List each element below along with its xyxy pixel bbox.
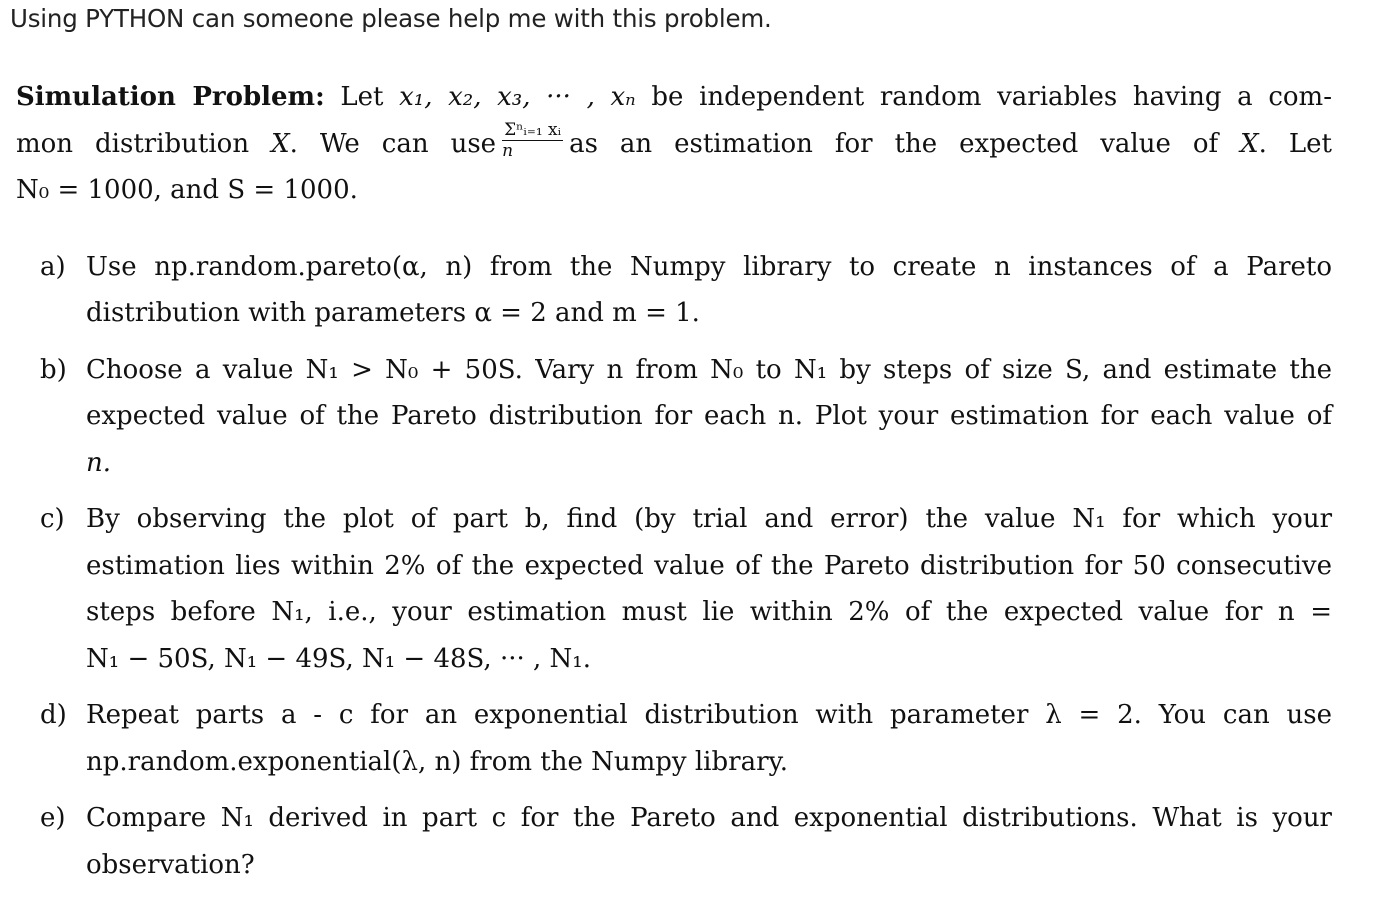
part-line: N₁ − 50S, N₁ − 49S, N₁ − 48S, ··· , N₁. (86, 643, 591, 674)
part-line: distribution with parameters α = 2 and m = 1. (86, 298, 700, 328)
part-line: expected value of the Pareto distribution for each n. Plot your estimation for each value of (86, 401, 1332, 431)
fraction-numerator: Σⁿᵢ₌₁ xᵢ (504, 120, 562, 140)
part-label: d) (40, 700, 67, 730)
intro-line-1 (16, 74, 1332, 121)
intro-text: . Let (1258, 128, 1332, 159)
intro-variables: x₁, x₂, x₃, ··· , xₙ (399, 82, 636, 112)
part-label: e) (40, 803, 66, 833)
fraction-denominator: n (502, 141, 514, 161)
variable-x: X (1240, 128, 1259, 159)
part-line: Use np.random.pareto(α, n) from the Numpy library to create n instances of a Pareto (86, 251, 1332, 282)
intro-text: Let (340, 82, 400, 112)
mean-fraction (502, 121, 563, 160)
problem-title: Simulation Problem: (16, 82, 325, 112)
intro-text: mon distribution (16, 128, 272, 159)
part-label: b) (40, 354, 67, 385)
part-label: c) (40, 504, 65, 534)
intro-text: . We can use (289, 128, 497, 159)
part-c (16, 496, 1332, 682)
part-a (16, 244, 1332, 337)
part-line: Compare N₁ derived in part c for the Pareto and exponential distributions. What is your (86, 803, 1332, 833)
part-label: a) (40, 251, 66, 282)
part-line: n. (86, 447, 112, 478)
part-line: By observing the plot of part b, find (by trial and error) the value N₁ for which your (86, 504, 1332, 534)
problem-intro (16, 74, 1332, 214)
part-line: observation? (86, 849, 255, 880)
part-d (16, 692, 1332, 785)
part-line: np.random.exponential(λ, n) from the Numpy library. (86, 746, 788, 777)
intro-line-2 (16, 121, 1332, 168)
question-text: Using PYTHON can someone please help me with this problem. (10, 4, 772, 33)
intro-text: as an estimation for the expected value of (569, 128, 1241, 159)
part-e (16, 795, 1332, 888)
part-b (16, 347, 1332, 487)
part-line: Repeat parts a - c for an exponential distribution with parameter λ = 2. You can use (86, 700, 1332, 730)
part-line: Choose a value N₁ > N₀ + 50S. Vary n from N₀ to N₁ by steps of size S, and estimate the (86, 354, 1332, 385)
part-line: estimation lies within 2% of the expected value of the Pareto distribution for 50 consecutive (86, 550, 1332, 581)
problem-parts (16, 244, 1332, 889)
part-line: steps before N₁, i.e., your estimation must lie within 2% of the expected value for n = (86, 597, 1332, 627)
variable-x: X (271, 128, 290, 159)
intro-text: be independent random variables having a com- (635, 82, 1332, 112)
problem-statement (16, 74, 1332, 898)
intro-line-3: N₀ = 1000, and S = 1000. (16, 175, 358, 205)
